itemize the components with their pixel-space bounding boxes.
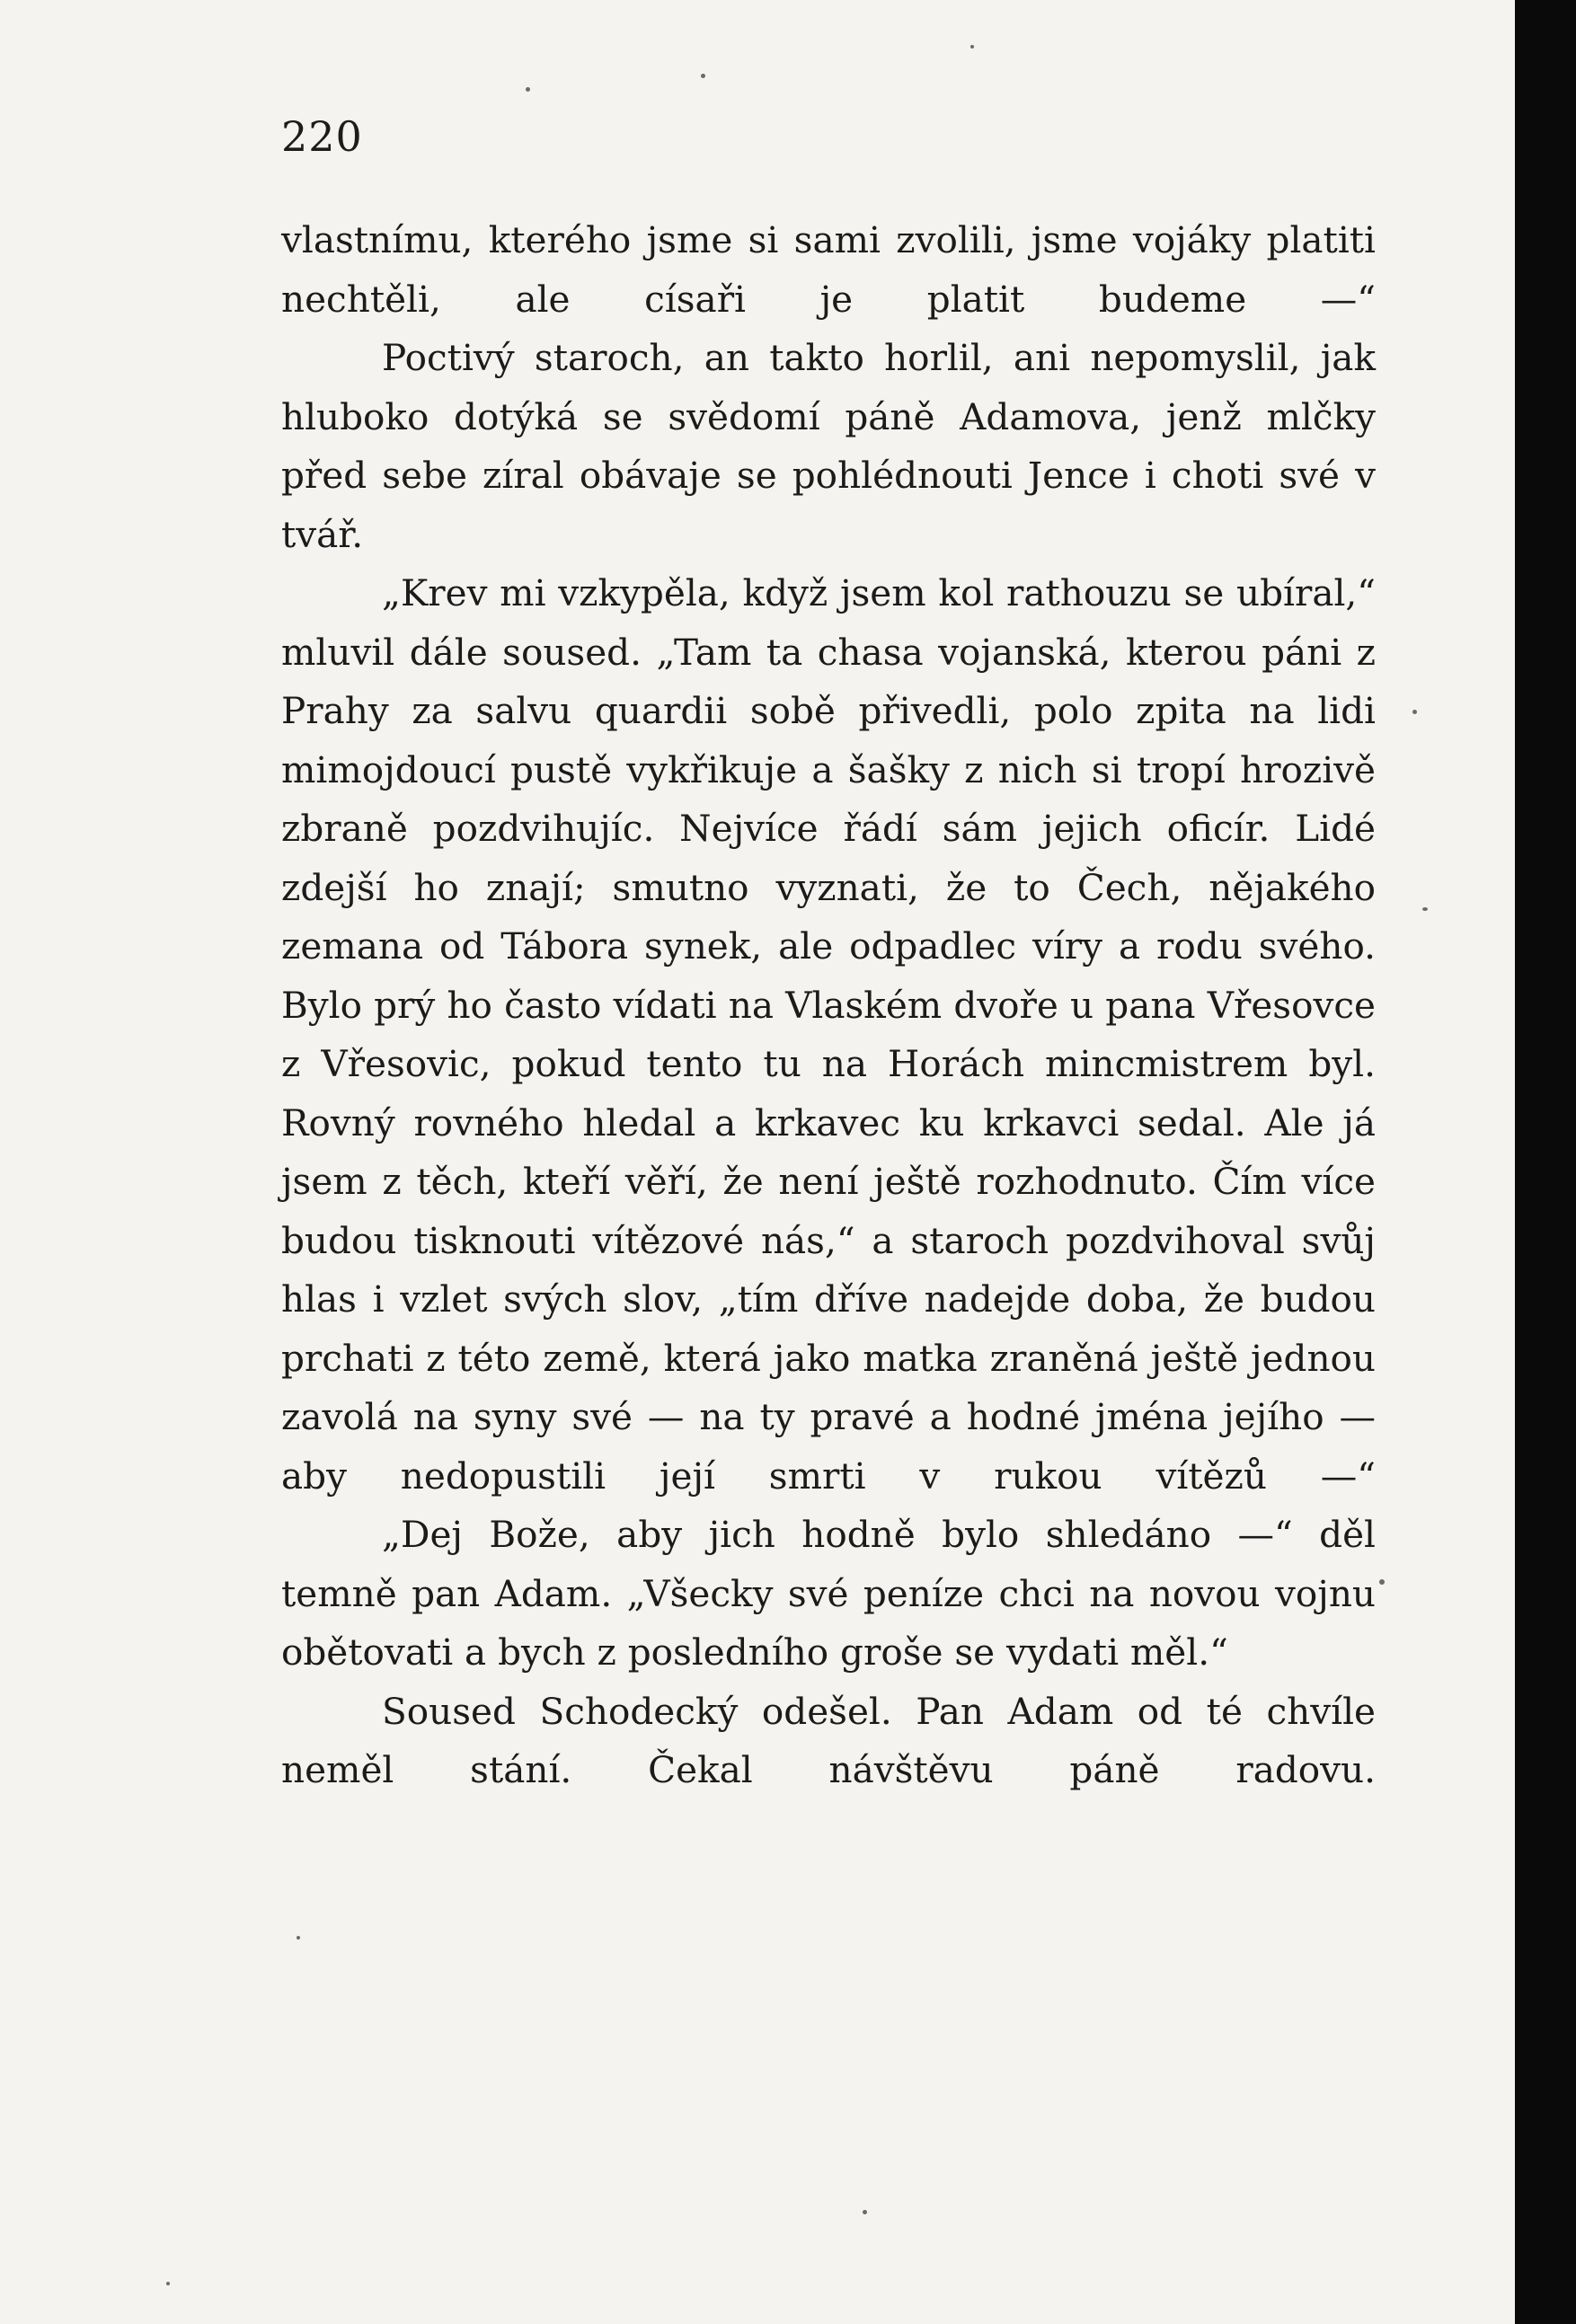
paragraph-4: „Dej Bože, aby jich hodně bylo shledáno —“ děl temně pan Adam. „Všecky své peníze chci na novou vojnu obětovati a bych z posledního groše se vydati měl.“: [281, 1513, 1376, 1674]
scan-speck: [1379, 1579, 1385, 1585]
paragraph-5: Soused Schodecký odešel. Pan Adam od té chvíle neměl stání. Čekal návštěvu páně radovu.: [281, 1689, 1376, 1791]
scan-speck: [166, 2282, 170, 2285]
scan-speck: [1422, 907, 1428, 911]
body-text: [281, 211, 1376, 1800]
scan-speck: [1412, 710, 1417, 714]
paragraph-3: „Krev mi vzkypěla, když jsem kol rathouzu se ubíral,“ mluvil dále soused. „Tam ta chasa vojanská, kterou páni z Prahy za salvu quardii sobě přivedli, polo zpita na lidi mimojdoucí pustě vykřikuje a šašky z nich si tropí hrozivě zbraně pozdvihujíc. Nejvíce řádí sám jejich oficír. Lidé zdejší ho znají; smutno vyznati, že to Čech, nějakého zemana od Tábora synek, ale odpadlec víry a rodu svého. Bylo prý ho často vídati na Vlaském dvoře u pana Vřesovce z Vřesovic, pokud tento tu na Horách mincmistrem byl. Rovný rovného hledal a krkavec ku krkavci sedal. Ale já jsem z těch, kteří věří, že není ještě rozhodnuto. Čím více budou tisknouti vítězové nás,“ a staroch pozdvihoval svůj hlas i vzlet svých slov, „tím dříve nadejde doba, že budou prchati z této země, která jako matka zraněná ještě jednou zavolá na syny své — na ty pravé a hodné jména jejího — aby nedopustili její smrti v rukou vítězů —“: [281, 571, 1376, 1498]
scan-speck: [970, 45, 974, 49]
scan-border: [1515, 0, 1576, 2324]
scan-speck: [297, 1936, 300, 1940]
scan-speck: [701, 74, 705, 78]
paragraph-2: Poctivý staroch, an takto horlil, ani nepomyslil, jak hluboko dotýká se svědomí páně Adamova, jenž mlčky před sebe zíral obávaje se pohlédnouti Jence i choti své v tvář.: [281, 336, 1376, 556]
paragraph-1: vlastnímu, kterého jsme si sami zvolili, jsme vojáky platiti nechtěli, ale císaři je platit budeme —“: [281, 218, 1376, 321]
scan-speck: [526, 87, 530, 92]
scan-speck: [863, 2210, 867, 2214]
page-number: 220: [281, 112, 363, 161]
